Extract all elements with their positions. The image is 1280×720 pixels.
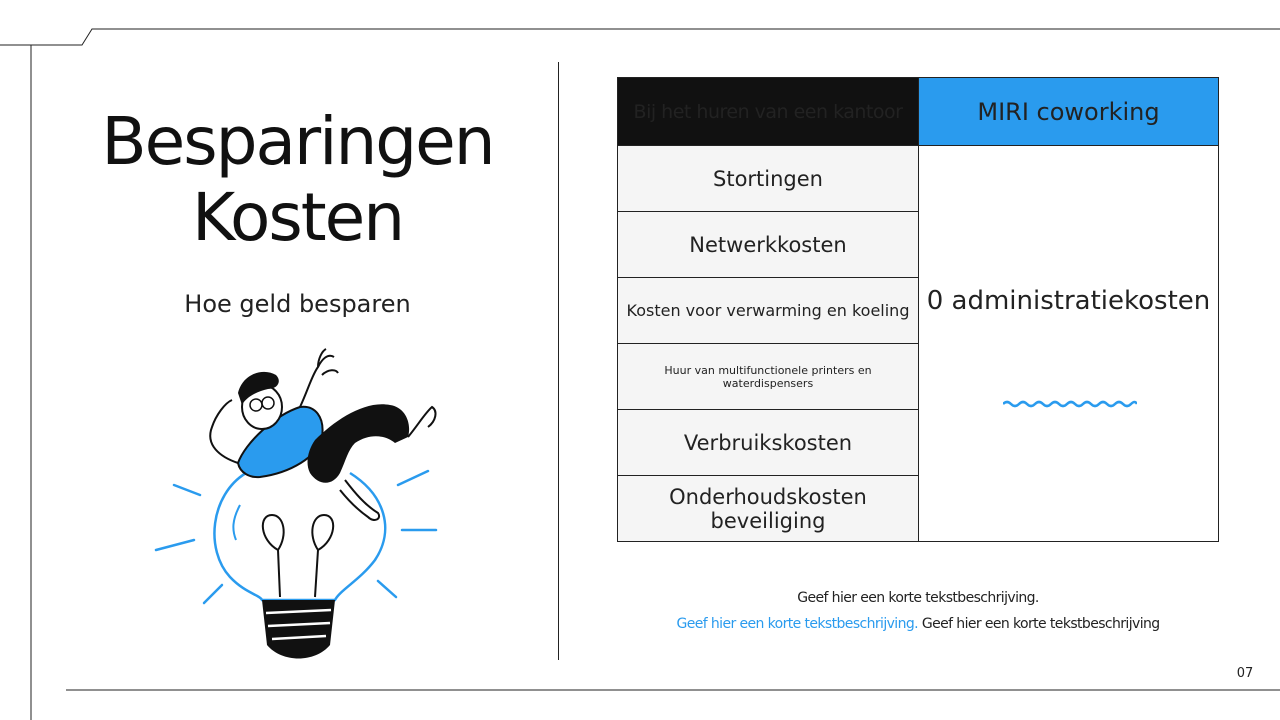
row-verbruikskosten: Verbruikskosten <box>618 410 919 476</box>
caption-rest: Geef hier een korte tekstbeschrijving <box>918 616 1160 632</box>
miri-cost-cell <box>919 146 1219 542</box>
row-stortingen: Stortingen <box>618 146 919 212</box>
caption-line-2 <box>617 616 1219 632</box>
comparison-table <box>617 77 1219 542</box>
caption-line-1: Geef hier een korte tekstbeschrijving. <box>797 590 1039 606</box>
person-pants <box>308 404 410 483</box>
bulb-glass <box>214 473 385 600</box>
page-number: 07 <box>1236 666 1254 681</box>
slide-subtitle: Hoe geld besparen <box>184 290 411 318</box>
title-line-1: Besparingen <box>101 103 494 180</box>
admin-costs-value: 0 administratiekosten <box>926 286 1211 316</box>
title-line-2: Kosten <box>191 179 404 256</box>
bulb-base <box>262 600 335 659</box>
wavy-underline <box>1003 399 1137 409</box>
raised-hand <box>300 349 338 407</box>
vertical-divider <box>558 62 559 660</box>
caption-highlight: Geef hier een korte tekstbeschrijving. <box>676 616 918 632</box>
table-header-row <box>618 78 1219 146</box>
row-printers-waterdispensers: Huur van multifunctionele printers en waterdispensers <box>618 344 919 410</box>
slide-title <box>60 104 535 256</box>
header-miri-coworking: MIRI coworking <box>919 78 1219 146</box>
lightbulb-person-illustration <box>150 345 450 670</box>
header-office-rental: Bij het huren van een kantoor <box>618 78 919 146</box>
row-netwerkkosten: Netwerkkosten <box>618 212 919 278</box>
table-row <box>618 146 1219 212</box>
row-onderhoud-beveiliging: Onderhoudskosten beveiliging <box>618 476 919 542</box>
row-verwarming-koeling: Kosten voor verwarming en koeling <box>618 278 919 344</box>
